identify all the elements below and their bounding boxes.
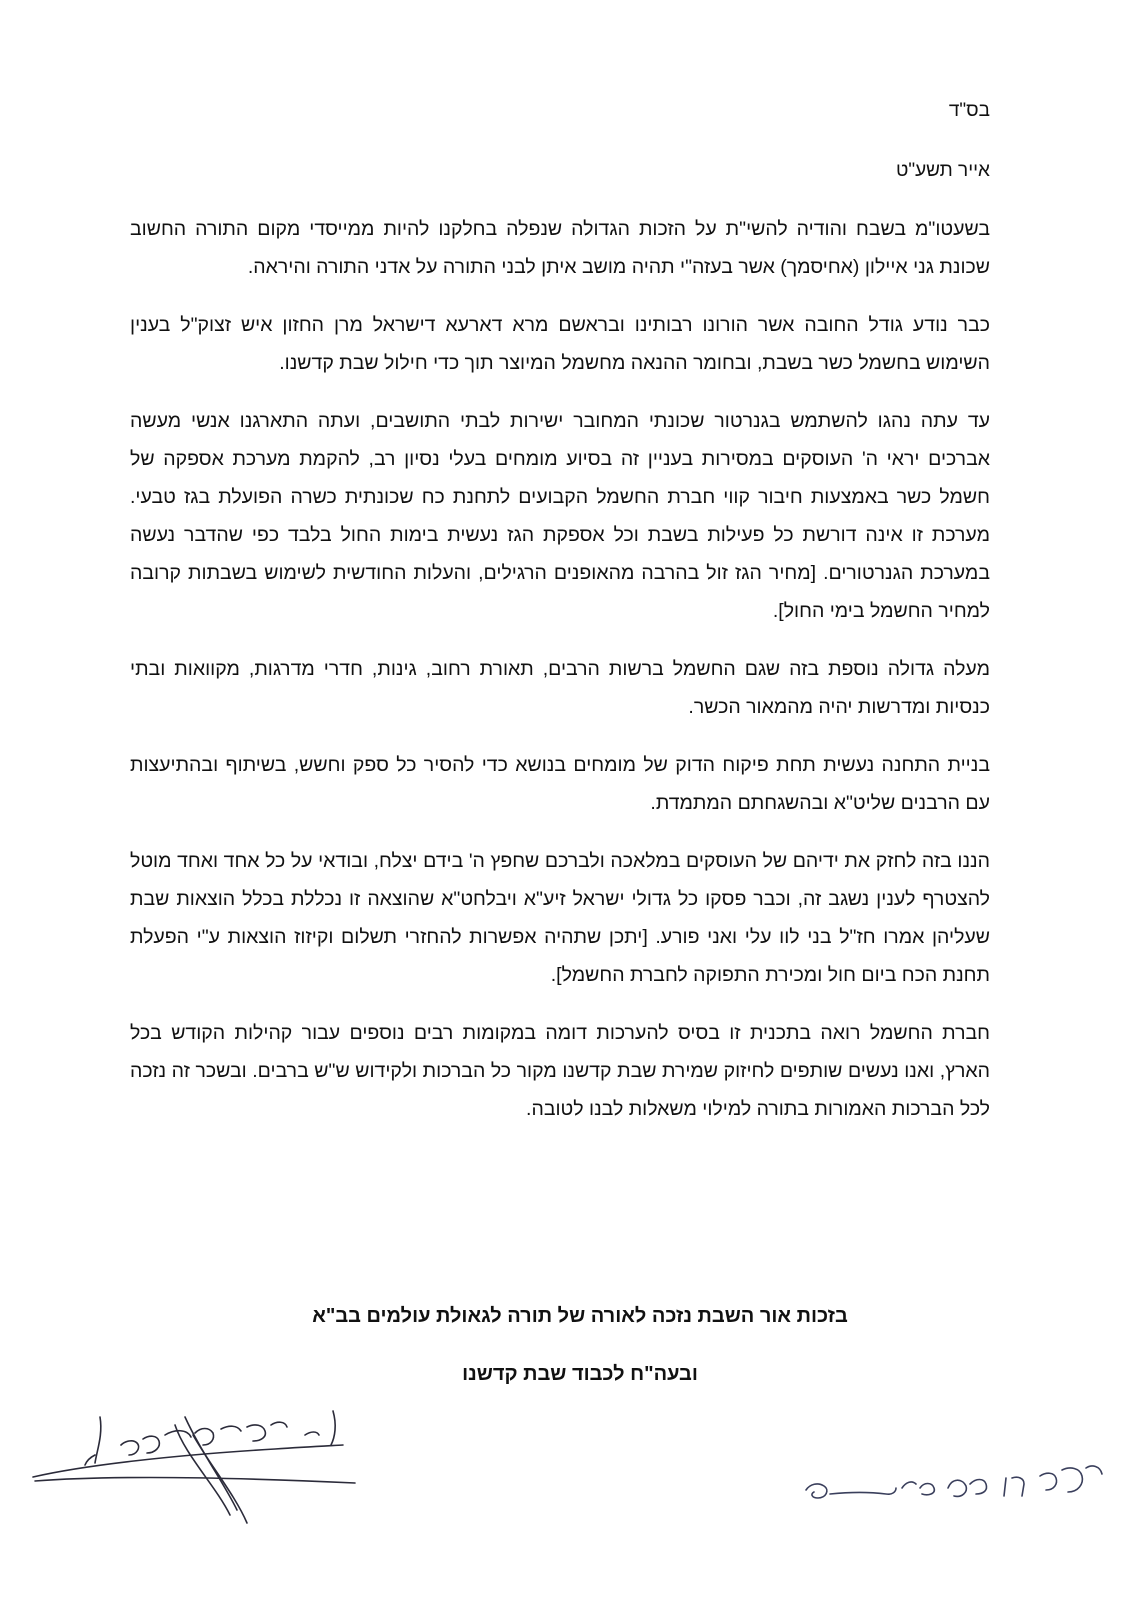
- paragraph-4: מעלה גדולה נוספת בזה שגם החשמל ברשות הרבים, תאורת רחוב, גינות, חדרי מדרגות, מקוואות ובתי כנסיות ומדרשות יהיה מהמאור הכשר.: [130, 658, 990, 718]
- paragraph-7: חברת החשמל רואה בתכנית זו בסיס להערכות דומה במקומות רבים נוספים עבור קהילות הקודש בכל הארץ, ואנו נעשים שותפים לחיזוק שמירת שבת קדשנו מקור כל הברכות ולקידוש ש"ש ברבים. ובשכר זה נזכה לכל הברכות האמורות בתורה למילוי משאלות לבנו לטובה.: [130, 1022, 990, 1120]
- paragraph-5: בניית התחנה נעשית תחת פיקוח הדוק של מומחים בנושא כדי להסיר כל ספק וחשש, בשיתוף ובהתיעצות עם הרבנים שליט"א ובהשגחתם המתמדת.: [130, 754, 990, 814]
- paragraph-2: כבר נודע גודל החובה אשר הורונו רבותינו ובראשם מרא דארעא דישראל מרן החזון איש זצוק"ל בענין השימוש בחשמל כשר בשבת, ובחומר ההנאה מחשמל המיוצר תוך כדי חילול שבת קדשנו.: [130, 314, 990, 374]
- closing-signoff: ובעה"ח לכבוד שבת קדשנו: [462, 1363, 698, 1385]
- letter-body: [130, 210, 990, 1148]
- paragraph-1: בשעטו"מ בשבח והודיה להשי"ת על הזכות הגדולה שנפלה בחלקנו להיות ממייסדי מקום התורה החשוב שכונת גני איילון (אחיסמך) אשר בעזה"י תהיה מושב איתן לבני התורה על אדני התורה והיראה.: [130, 218, 990, 278]
- handwritten-signature-right: [800, 1448, 1110, 1518]
- paragraph-6: הננו בזה לחזק את ידיהם של העוסקים במלאכה ולברכם שחפץ ה' בידם יצלח, ובודאי על כל אחד ואחד מוטל להצטרף לענין נשגב זה, וכבר פסקו כל גדולי ישראל זיע"א ויבלחט"א שהוצאה זו נכללת בכלל הוצאות שבת שעליהן אמרו חז"ל בני לוו עלי ואני פורע. [יתכן שתהיה אפשרות להחזרי תשלום וקיזוז הוצאות ע"י הפעלת תחנת הכח ביום חול ומכירת התפוקה לחברת החשמל].: [130, 850, 990, 986]
- letter-date: אייר תשע"ט: [895, 160, 990, 181]
- closing-blessing: בזכות אור השבת נזכה לאורה של תורה לגאולת עולמים בב"א: [312, 1305, 848, 1327]
- handwritten-signature-left: [25, 1405, 365, 1535]
- header-mark: בס"ד: [948, 100, 990, 121]
- paragraph-3: עד עתה נהגו להשתמש בגנרטור שכונתי המחובר ישירות לבתי התושבים, ועתה התארגנו אנשי מעשה אברכים יראי ה' העוסקים במסירות בעניין זה בסיוע מומחים בעלי נסיון רב, להקמת מערכת אספקה של חשמל כשר באמצעות חיבור קווי חברת החשמל הקבועים לתחנת כח שכונתית כשרה הפועלת בגז טבעי. מערכת זו אינה דורשת כל פעילות בשבת וכל אספקת הגז נעשית בימות החול בלבד כפי שהדבר נעשה במערכת הגנרטורים. [מחיר הגז זול בהרבה מהאופנים הרגילים, והעלות החודשית לשימוש בשבתות קרובה למחיר החשמל בימי החול].: [130, 410, 990, 622]
